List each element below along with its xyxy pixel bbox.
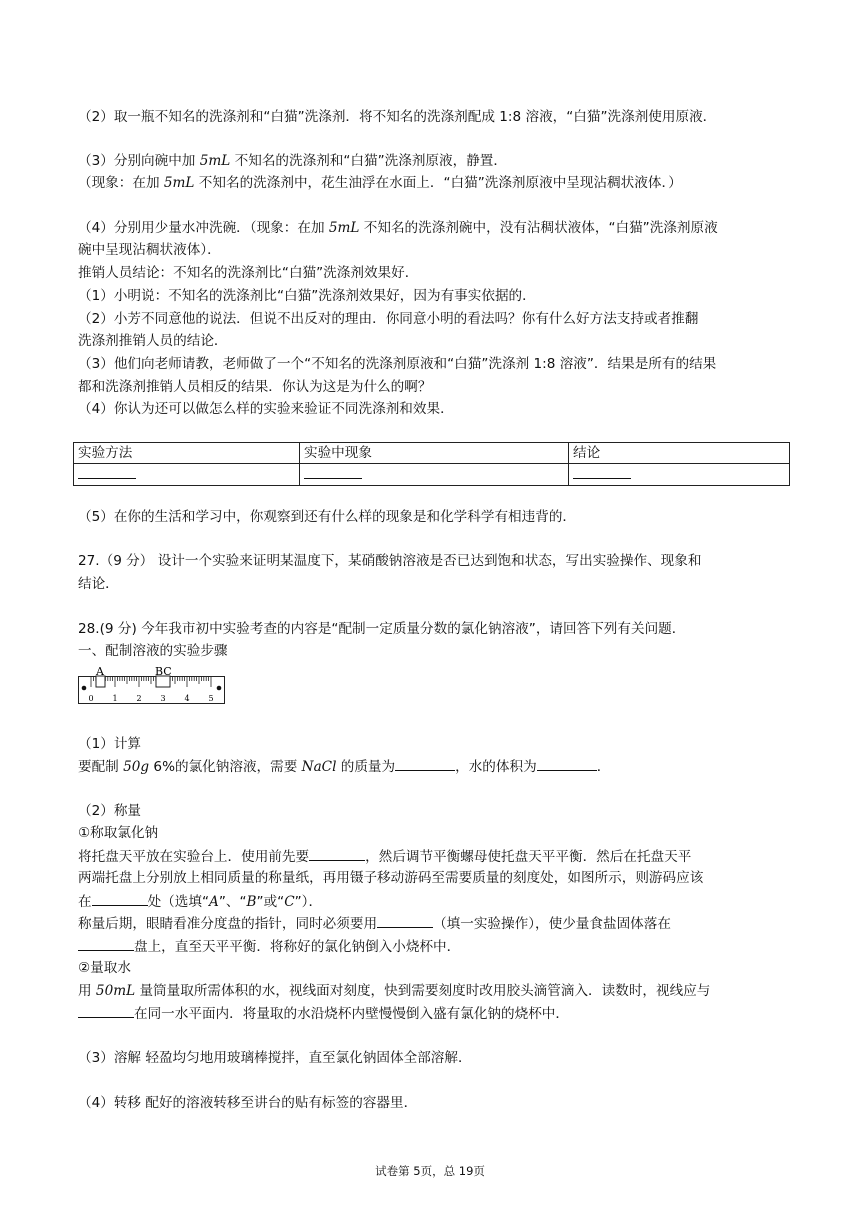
option-a: A	[209, 894, 219, 910]
text: 的质量为	[336, 759, 396, 775]
tick-label: 3	[160, 694, 166, 703]
q28-weigh-line1	[78, 847, 691, 866]
q26-sub1: （1）小明说：不知名的洗涤剂比“白猫”洗涤剂效果好，因为有事实依据的．	[78, 288, 536, 304]
mass-value: 50g	[123, 759, 150, 775]
table-row	[74, 464, 790, 486]
answer-blank[interactable]	[537, 757, 597, 771]
q28-weigh-sub2: ②量取水	[78, 960, 131, 976]
answer-blank[interactable]	[78, 937, 134, 951]
table-header: 结论	[569, 443, 790, 464]
text: （填一实验操作），使少量食盐固体落在	[433, 916, 671, 932]
answer-cell[interactable]	[569, 464, 790, 486]
text: ，水的体积为	[455, 759, 537, 775]
text: 不知名的洗涤剂和“白猫”洗涤剂原液，静置．	[230, 153, 507, 169]
answer-blank[interactable]	[309, 847, 365, 861]
q26-step3	[78, 152, 507, 170]
q28-dissolve: （3）溶解 轻盈均匀地用玻璃棒搅拌，直至氯化钠固体全部溶解．	[78, 1050, 472, 1066]
text: 页	[473, 1164, 485, 1178]
text: ”）．	[294, 894, 323, 910]
tick-label: 4	[184, 694, 190, 703]
answer-blank[interactable]	[304, 465, 362, 479]
ruler-left-dot	[82, 686, 87, 691]
text: （3）分别向碗中加	[78, 153, 200, 169]
text: （4）分别用少量水冲洗碗．（现象：在加	[78, 220, 329, 236]
answer-blank[interactable]	[573, 465, 631, 479]
marker-label-bc: BC	[155, 666, 172, 678]
q26-step3-observation	[78, 174, 682, 192]
marker-label-a: A	[96, 666, 104, 678]
q28-water-line2	[78, 1004, 569, 1023]
balance-rider-ruler	[78, 666, 228, 708]
q28-intro: 28.(9 分) 今年我市初中实验考查的内容是“配制一定质量分数的氯化钠溶液”，请回答下列有关问题．	[78, 621, 686, 637]
text: 在	[78, 894, 92, 910]
table-header-row	[74, 443, 790, 464]
text: 盘上，直至天平平衡．将称好的氯化钠倒入小烧杯中．	[134, 939, 461, 955]
q28-weigh-sub1: ①称取氯化钠	[78, 825, 159, 841]
text: 称量后期，眼睛看准分度盘的指针，同时必须要用	[78, 916, 378, 932]
text: 量筒量取所需体积的水，视线面对刻度，快到需要刻度时改用胶头滴管滴入．读数时，视线应与	[135, 983, 711, 999]
volume-value: 50mL	[95, 983, 136, 999]
option-b: B	[246, 894, 257, 910]
text: 在同一水平面内．将量取的水沿烧杯内壁慢慢倒入盛有氯化钠的烧杯中．	[134, 1006, 569, 1022]
volume-value: 5mL	[199, 153, 231, 169]
text: 不知名的洗涤剂碗中，没有沾稠状液体，“白猫”洗涤剂原液	[359, 220, 718, 236]
q28-weigh-line4	[78, 914, 671, 933]
answer-cell[interactable]	[74, 464, 300, 486]
q27-line2: 结论．	[78, 576, 119, 592]
table-header: 实验方法	[74, 443, 300, 464]
text: ”或“	[256, 894, 285, 910]
ruler-right-dot	[217, 686, 222, 691]
page-number: 5	[413, 1164, 421, 1178]
text: 要配制	[78, 759, 124, 775]
text: （现象：在加	[78, 175, 164, 191]
q27-line1: 27.（9 分） 设计一个实验来证明某温度下，某硝酸钠溶液是否已达到饱和状态，写出实验操作、现象和	[78, 553, 702, 569]
text: 6%的氯化钠溶液，需要	[149, 759, 302, 775]
q28-calc	[78, 757, 610, 776]
tick-label: 5	[208, 694, 214, 703]
answer-cell[interactable]	[300, 464, 569, 486]
volume-value: 5mL	[328, 220, 360, 236]
text: 页，总	[420, 1164, 459, 1178]
q26-sub2: （2）小芳不同意他的说法．但说不出反对的理由．你同意小明的看法吗？你有什么好方法支持或者推翻	[78, 311, 699, 327]
answer-blank[interactable]	[377, 914, 433, 928]
table-header: 实验中现象	[300, 443, 569, 464]
text: ．	[596, 759, 611, 775]
option-c: C	[284, 894, 295, 910]
answer-blank[interactable]	[78, 465, 136, 479]
q26-step4-cont: 碗中呈现沾稠状液体）．	[78, 242, 221, 258]
text: ，然后调节平衡螺母使托盘天平平衡．然后在托盘天平	[365, 849, 692, 865]
q26-step2: （2）取一瓶不知名的洗涤剂和“白猫”洗涤剂．将不知名的洗涤剂配成 1:8 溶液，“白猫”洗涤剂使用原液．	[78, 109, 717, 125]
formula: NaCl	[301, 759, 337, 775]
text: ”、“	[218, 894, 247, 910]
q26-conclusion: 推销人员结论：不知名的洗涤剂比“白猫”洗涤剂效果好．	[78, 265, 419, 281]
q28-weigh-line5	[78, 937, 460, 956]
q28-water-line1	[78, 982, 710, 1000]
q28-section-title: 一、配制溶液的实验步骤	[78, 643, 228, 659]
tick-label: 1	[112, 694, 118, 703]
q28-calc-title: （1）计算	[78, 736, 142, 752]
experiment-table	[73, 442, 790, 486]
q28-transfer: （4）转移 配好的溶液转移至讲台的贴有标签的容器里．	[78, 1095, 418, 1111]
answer-blank[interactable]	[395, 757, 455, 771]
answer-blank[interactable]	[92, 892, 148, 906]
tick-label: 0	[88, 694, 94, 703]
volume-value: 5mL	[163, 175, 195, 191]
answer-blank[interactable]	[78, 1004, 134, 1018]
q28-weigh-line3	[78, 892, 322, 911]
text: 将托盘天平放在实验台上．使用前先要	[78, 849, 310, 865]
q26-sub5: （5）在你的生活和学习中，你观察到还有什么样的现象是和化学科学有相违背的．	[78, 509, 577, 525]
q26-sub4: （4）你认为还可以做怎么样的实验来验证不同洗涤剂和效果．	[78, 401, 454, 417]
text: 处（选填“	[147, 894, 210, 910]
q28-weigh-line2: 两端托盘上分别放上相同质量的称量纸，再用镊子移动游码至需要质量的刻度处，如图所示，则游码应该	[78, 870, 704, 886]
tick-label: 2	[136, 694, 142, 703]
page-total: 19	[458, 1164, 474, 1178]
text: 试卷第	[375, 1164, 414, 1178]
q26-step4	[78, 219, 718, 237]
text: 不知名的洗涤剂中，花生油浮在水面上．“白猫”洗涤剂原液中呈现沾稠状液体．）	[194, 175, 682, 191]
q26-sub3-cont: 都和洗涤剂推销人员相反的结果．你认为这是为什么的啊？	[78, 379, 432, 395]
q26-sub3: （3）他们向老师请教，老师做了一个“不知名的洗涤剂原液和“白猫”洗涤剂 1:8 溶液”．结果是所有的结果	[78, 356, 717, 372]
q26-sub2-cont: 洗涤剂推销人员的结论．	[78, 333, 228, 349]
q28-weigh-title: （2）称量	[78, 803, 142, 819]
text: 用	[78, 983, 96, 999]
page-footer	[0, 1163, 860, 1179]
